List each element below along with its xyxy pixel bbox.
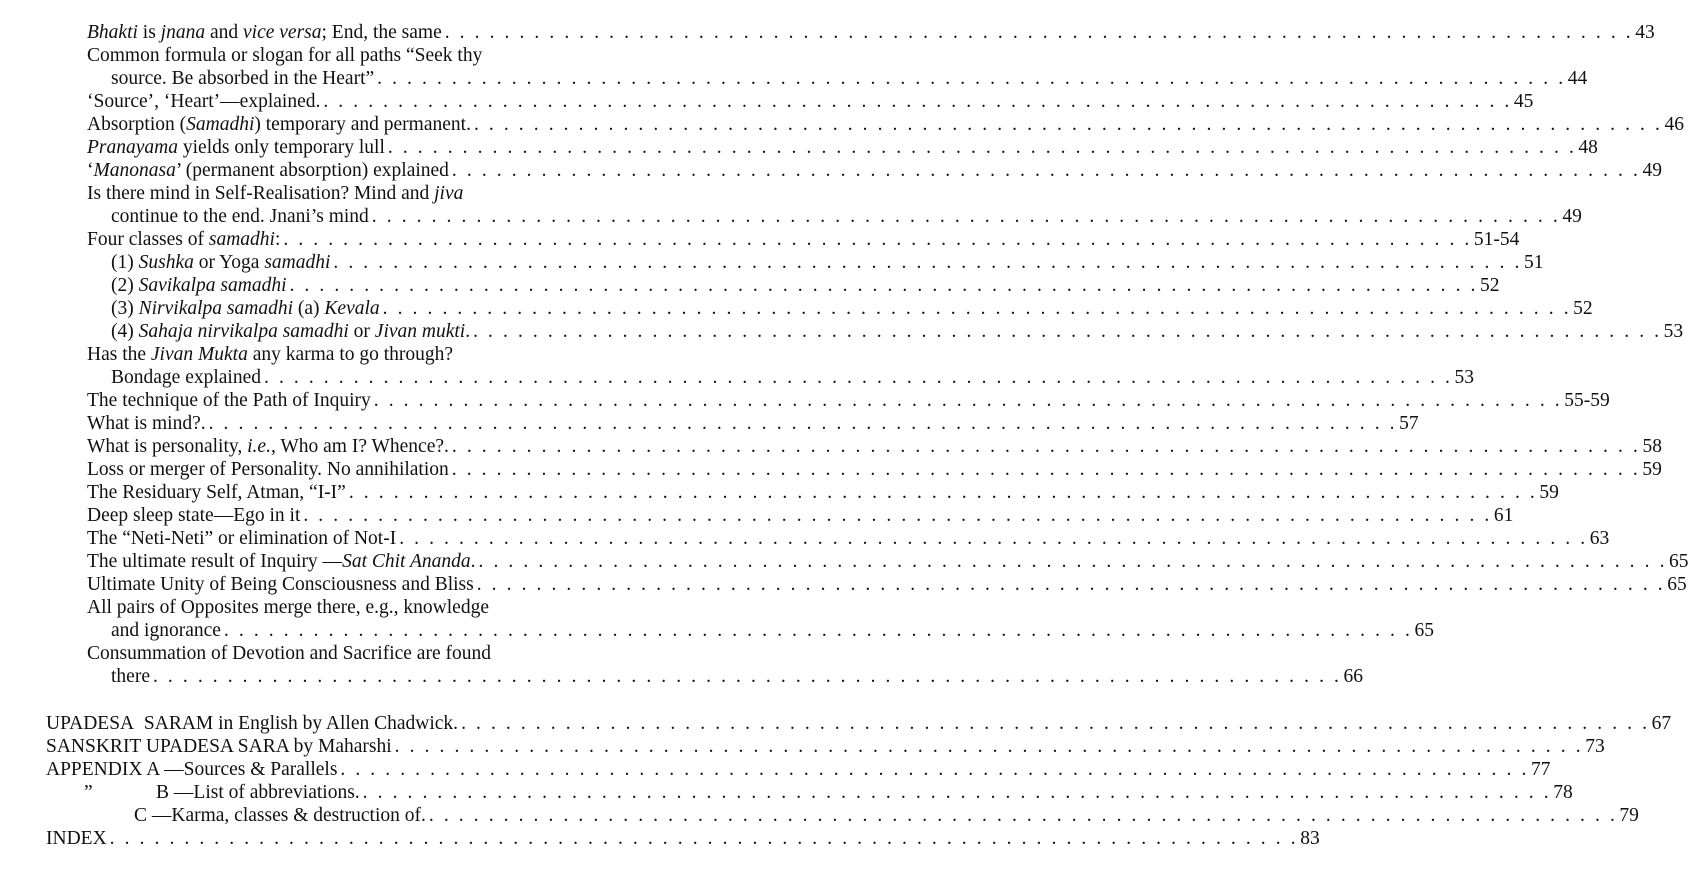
dot-leader: . . . . . . . . . . . . . . . . . . . . . . . . . . . . . . . . . . . . . . . . . . . . . . . . . . . . . . . . . . . . . . . . . . . . . . . . . . . . . . . .	[382, 298, 1572, 319]
toc-entry-title: Bhakti is jnana and vice versa; End, the same	[87, 22, 442, 43]
toc-entry	[87, 160, 1662, 182]
dot-leader: . . . . . . . . . . . . . . . . . . . . . . . . . . . . . . . . . . . . . . . . . . . . . . . . . . . . . . . . . . . . . . . . . . . . . . . . . . . . . . . .	[340, 759, 1529, 780]
toc-page-number: 65	[1667, 574, 1687, 595]
toc-page-number: 63	[1589, 528, 1610, 549]
dot-leader: . . . . . . . . . . . . . . . . . . . . . . . . . . . . . . . . . . . . . . . . . . . . . . . . . . . . . . . . . . . . . . . . . . . . . . . . . . . . . . . .	[152, 666, 1342, 687]
toc-entry	[46, 828, 1320, 850]
toc-entry	[87, 114, 1684, 136]
dot-leader: . . . . . . . . . . . . . . . . . . . . . . . . . . . . . . . . . . . . . . . . . . . . . . . . . . . . . . . . . . . . . . . . . . . . . . . . . . . . . . . .	[394, 736, 1584, 757]
toc-entry	[87, 137, 1598, 159]
toc-entry	[87, 413, 1419, 435]
toc-entry-title: INDEX	[46, 828, 107, 849]
toc-page-number: 83	[1300, 828, 1320, 849]
toc-entry	[87, 436, 1662, 458]
toc-entry	[87, 183, 463, 205]
toc-entry-title: UPADESA SARAM in English by Allen Chadwick.	[46, 713, 459, 734]
toc-entry-title: What is mind?.	[87, 413, 206, 434]
toc-entry	[46, 736, 1605, 758]
toc-entry	[87, 45, 482, 67]
toc-entry-title: Absorption (Samadhi) temporary and permanent.	[87, 114, 471, 135]
toc-entry-title: Has the Jivan Mukta any karma to go through?	[87, 344, 454, 365]
toc-entry-title: The Residuary Self, Atman, “I-I”	[87, 482, 346, 503]
dot-leader: . . . . . . . . . . . . . . . . . . . . . . . . . . . . . . . . . . . . . . . . . . . . . . . . . . . . . . . . . . . . . . . . . . . . . . . . . . . . . . . .	[444, 22, 1634, 43]
toc-entry-title: there	[111, 666, 150, 687]
toc-entry	[87, 597, 489, 619]
dot-leader: . . . . . . . . . . . . . . . . . . . . . . . . . . . . . . . . . . . . . . . . . . . . . . . . . . . . . . . . . . . . . . . . . . . . . . . . . . . . . . . .	[476, 574, 1666, 595]
toc-page-number: 52	[1480, 275, 1500, 296]
toc-entry-title: The ultimate result of Inquiry —Sat Chit Ananda.	[87, 551, 476, 572]
toc-page-number: 46	[1664, 114, 1684, 135]
toc-entry	[87, 390, 1610, 412]
toc-entry	[111, 206, 1582, 228]
toc-entry	[87, 459, 1662, 481]
toc-entry	[87, 91, 1534, 113]
dot-leader: . . . . . . . . . . . . . . . . . . . . . . . . . . . . . . . . . . . . . . . . . . . . . . . . . . . . . . . . . . . . . . . . . . . . . . . . . . . . . . . .	[289, 275, 1479, 296]
toc-entry-title: Is there mind in Self-Realisation? Mind and jiva	[87, 183, 464, 204]
dot-leader: . . . . . . . . . . . . . . . . . . . . . . . . . . . . . . . . . . . . . . . . . . . . . . . . . . . . . . . . . . . . . . . . . . . . . . . . . . . . . . . .	[377, 68, 1566, 89]
dot-leader: . . . . . . . . . . . . . . . . . . . . . . . . . . . . . . . . . . . . . . . . . . . . . . . . . . . . . . . . . . . . . . . . . . . . . . . . . . . . . . . .	[451, 160, 1641, 181]
toc-entry	[87, 505, 1514, 527]
dot-leader: . . . . . . . . . . . . . . . . . . . . . . . . . . . . . . . . . . . . . . . . . . . . . . . . . . . . . . . . . . . . . . . . . . . . . . . . . . . . . . . .	[478, 551, 1668, 572]
toc-entry-title: Common formula or slogan for all paths “Seek thy	[87, 45, 483, 66]
toc-entry-title: Four classes of samadhi:	[87, 229, 281, 250]
dot-leader: . . . . . . . . . . . . . . . . . . . . . . . . . . . . . . . . . . . . . . . . . . . . . . . . . . . . . . . . . . . . . . . . . . . . . . . . . . . . . . . .	[109, 828, 1299, 849]
toc-entry-title: The “Neti-Neti” or elimination of Not-I	[87, 528, 397, 549]
toc-page-number: 43	[1635, 22, 1655, 43]
dot-leader: . . . . . . . . . . . . . . . . . . . . . . . . . . . . . . . . . . . . . . . . . . . . . . . . . . . . . . . . . . . . . . . . . . . . . . . . . . . . . . . .	[451, 436, 1641, 457]
toc-page-number: 51	[1523, 252, 1544, 273]
toc-entry-title: Consummation of Devotion and Sacrifice are found	[87, 643, 491, 664]
dot-leader: . . . . . . . . . . . . . . . . . . . . . . . . . . . . . . . . . . . . . . . . . . . . . . . . . . . . . . . . . . . . . . . . . . . . . . . . . . . . . . . .	[303, 505, 1492, 526]
toc-entry-title: Bondage explained	[111, 367, 261, 388]
toc-entry-title: ‘Manonasa’ (permanent absorption) explained	[87, 160, 449, 181]
toc-entry-title: The technique of the Path of Inquiry	[87, 390, 371, 411]
toc-page-number: 45	[1513, 91, 1534, 112]
toc-entry	[46, 759, 1551, 781]
toc-entry-title: ‘Source’, ‘Heart’—explained.	[87, 91, 321, 112]
toc-entry-title: (1) Sushka or Yoga samadhi	[111, 252, 331, 273]
toc-entry-title: Loss or merger of Personality. No annihilation	[87, 459, 449, 480]
dot-leader: . . . . . . . . . . . . . . . . . . . . . . . . . . . . . . . . . . . . . . . . . . . . . . . . . . . . . . . . . . . . . . . . . . . . . . . . . . . . . . . .	[208, 413, 1398, 434]
dot-leader: . . . . . . . . . . . . . . . . . . . . . . . . . . . . . . . . . . . . . . . . . . . . . . . . . . . . . . . . . . . . . . . . . . . . . . . . . . . . . . . .	[461, 713, 1650, 734]
toc-entry-title: continue to the end. Jnani’s mind	[111, 206, 369, 227]
toc-page-number: 66	[1343, 666, 1364, 687]
toc-page-number: 57	[1399, 413, 1419, 434]
toc-page-number: 49	[1562, 206, 1582, 227]
toc-page-number: 67	[1651, 713, 1672, 734]
toc-entry	[87, 574, 1687, 596]
toc-entry-title: ” B —List of abbreviations.	[84, 782, 360, 803]
toc-entry-title: Deep sleep state—Ego in it	[87, 505, 301, 526]
toc-page-number: 48	[1578, 137, 1598, 158]
toc-entry	[111, 666, 1364, 688]
toc-entry	[111, 68, 1588, 90]
toc-entry	[87, 22, 1655, 44]
toc-page-number: 49	[1642, 160, 1662, 181]
toc-page-number: 65	[1669, 551, 1689, 572]
toc-entry-title: (2) Savikalpa samadhi	[111, 275, 287, 296]
toc-entry	[84, 782, 1573, 804]
toc-entry-title: C —Karma, classes & destruction of.	[134, 805, 426, 826]
toc-entry	[87, 551, 1689, 573]
toc-page-number: 78	[1553, 782, 1573, 803]
toc-page-number: 53	[1454, 367, 1475, 388]
toc-entry-title: What is personality, i.e., Who am I? Whence?.	[87, 436, 449, 457]
dot-leader: . . . . . . . . . . . . . . . . . . . . . . . . . . . . . . . . . . . . . . . . . . . . . . . . . . . . . . . . . . . . . . . . . . . . . . . . . . . . . . . .	[473, 321, 1662, 342]
dot-leader: . . . . . . . . . . . . . . . . . . . . . . . . . . . . . . . . . . . . . . . . . . . . . . . . . . . . . . . . . . . . . . . . . . . . . . . . . . . . . . . .	[373, 390, 1563, 411]
toc-entry	[87, 482, 1559, 504]
toc-entry	[111, 275, 1500, 297]
toc-entry	[87, 229, 1520, 251]
toc-entry-title: Pranayama yields only temporary lull	[87, 137, 385, 158]
toc-entry	[111, 620, 1434, 642]
toc-page-number: 55-59	[1564, 390, 1610, 411]
toc-entry	[134, 805, 1639, 827]
dot-leader: . . . . . . . . . . . . . . . . . . . . . . . . . . . . . . . . . . . . . . . . . . . . . . . . . . . . . . . . . . . . . . . . . . . . . . . . . . . . . . . .	[451, 459, 1641, 480]
dot-leader: . . . . . . . . . . . . . . . . . . . . . . . . . . . . . . . . . . . . . . . . . . . . . . . . . . . . . . . . . . . . . . . . . . . . . . . . . . . . . . . .	[371, 206, 1561, 227]
dot-leader: . . . . . . . . . . . . . . . . . . . . . . . . . . . . . . . . . . . . . . . . . . . . . . . . . . . . . . . . . . . . . . . . . . . . . . . . . . . . . . . .	[223, 620, 1413, 641]
toc-page-number: 59	[1539, 482, 1559, 503]
toc-entry-title: and ignorance	[111, 620, 221, 641]
toc-entry	[111, 298, 1593, 320]
toc-entry-title: SANSKRIT UPADESA SARA by Maharshi	[46, 736, 392, 757]
toc-entry-title: APPENDIX A —Sources & Parallels	[46, 759, 338, 780]
dot-leader: . . . . . . . . . . . . . . . . . . . . . . . . . . . . . . . . . . . . . . . . . . . . . . . . . . . . . . . . . . . . . . . . . . . . . . . . . . . . . . . .	[362, 782, 1552, 803]
toc-page-number: 79	[1619, 805, 1639, 826]
toc-entry	[46, 713, 1672, 735]
toc-page-number: 61	[1493, 505, 1514, 526]
dot-leader: . . . . . . . . . . . . . . . . . . . . . . . . . . . . . . . . . . . . . . . . . . . . . . . . . . . . . . . . . . . . . . . . . . . . . . . . . . . . . . . .	[283, 229, 1472, 250]
toc-page-number: 77	[1530, 759, 1551, 780]
toc-page-number: 58	[1642, 436, 1662, 457]
toc-entry-title: source. Be absorbed in the Heart”	[111, 68, 375, 89]
dot-leader: . . . . . . . . . . . . . . . . . . . . . . . . . . . . . . . . . . . . . . . . . . . . . . . . . . . . . . . . . . . . . . . . . . . . . . . . . . . . . . . .	[399, 528, 1588, 549]
toc-entry-title: (4) Sahaja nirvikalpa samadhi or Jivan mukti.	[111, 321, 471, 342]
toc-entry	[111, 367, 1475, 389]
toc-entry	[111, 252, 1544, 274]
toc-entry	[87, 528, 1610, 550]
toc-page-number: 52	[1573, 298, 1593, 319]
dot-leader: . . . . . . . . . . . . . . . . . . . . . . . . . . . . . . . . . . . . . . . . . . . . . . . . . . . . . . . . . . . . . . . . . . . . . . . . . . . . . . . .	[473, 114, 1663, 135]
dot-leader: . . . . . . . . . . . . . . . . . . . . . . . . . . . . . . . . . . . . . . . . . . . . . . . . . . . . . . . . . . . . . . . . . . . . . . . . . . . . . . . .	[264, 367, 1453, 388]
toc-page-number: 44	[1567, 68, 1588, 89]
toc-entry-title: All pairs of Opposites merge there, e.g., knowledge	[87, 597, 489, 618]
dot-leader: . . . . . . . . . . . . . . . . . . . . . . . . . . . . . . . . . . . . . . . . . . . . . . . . . . . . . . . . . . . . . . . . . . . . . . . . . . . . . . . .	[348, 482, 1538, 503]
toc-page-number: 53	[1663, 321, 1684, 342]
dot-leader: . . . . . . . . . . . . . . . . . . . . . . . . . . . . . . . . . . . . . . . . . . . . . . . . . . . . . . . . . . . . . . . . . . . . . . . . . . . . . . . .	[333, 252, 1522, 273]
toc-entry	[87, 643, 491, 665]
dot-leader: . . . . . . . . . . . . . . . . . . . . . . . . . . . . . . . . . . . . . . . . . . . . . . . . . . . . . . . . . . . . . . . . . . . . . . . . . . . . . . . .	[323, 91, 1512, 112]
toc-entry-title: Ultimate Unity of Being Consciousness and Bliss	[87, 574, 474, 595]
toc-entry-title: (3) Nirvikalpa samadhi (a) Kevala	[111, 298, 380, 319]
dot-leader: . . . . . . . . . . . . . . . . . . . . . . . . . . . . . . . . . . . . . . . . . . . . . . . . . . . . . . . . . . . . . . . . . . . . . . . . . . . . . . . .	[428, 805, 1618, 826]
toc-entry	[87, 344, 453, 366]
toc-page-number: 73	[1585, 736, 1605, 757]
toc-entry	[111, 321, 1684, 343]
toc-page-number: 65	[1414, 620, 1434, 641]
dot-leader: . . . . . . . . . . . . . . . . . . . . . . . . . . . . . . . . . . . . . . . . . . . . . . . . . . . . . . . . . . . . . . . . . . . . . . . . . . . . . . . .	[387, 137, 1577, 158]
toc-page-number: 51-54	[1473, 229, 1520, 250]
toc-page-number: 59	[1642, 459, 1662, 480]
